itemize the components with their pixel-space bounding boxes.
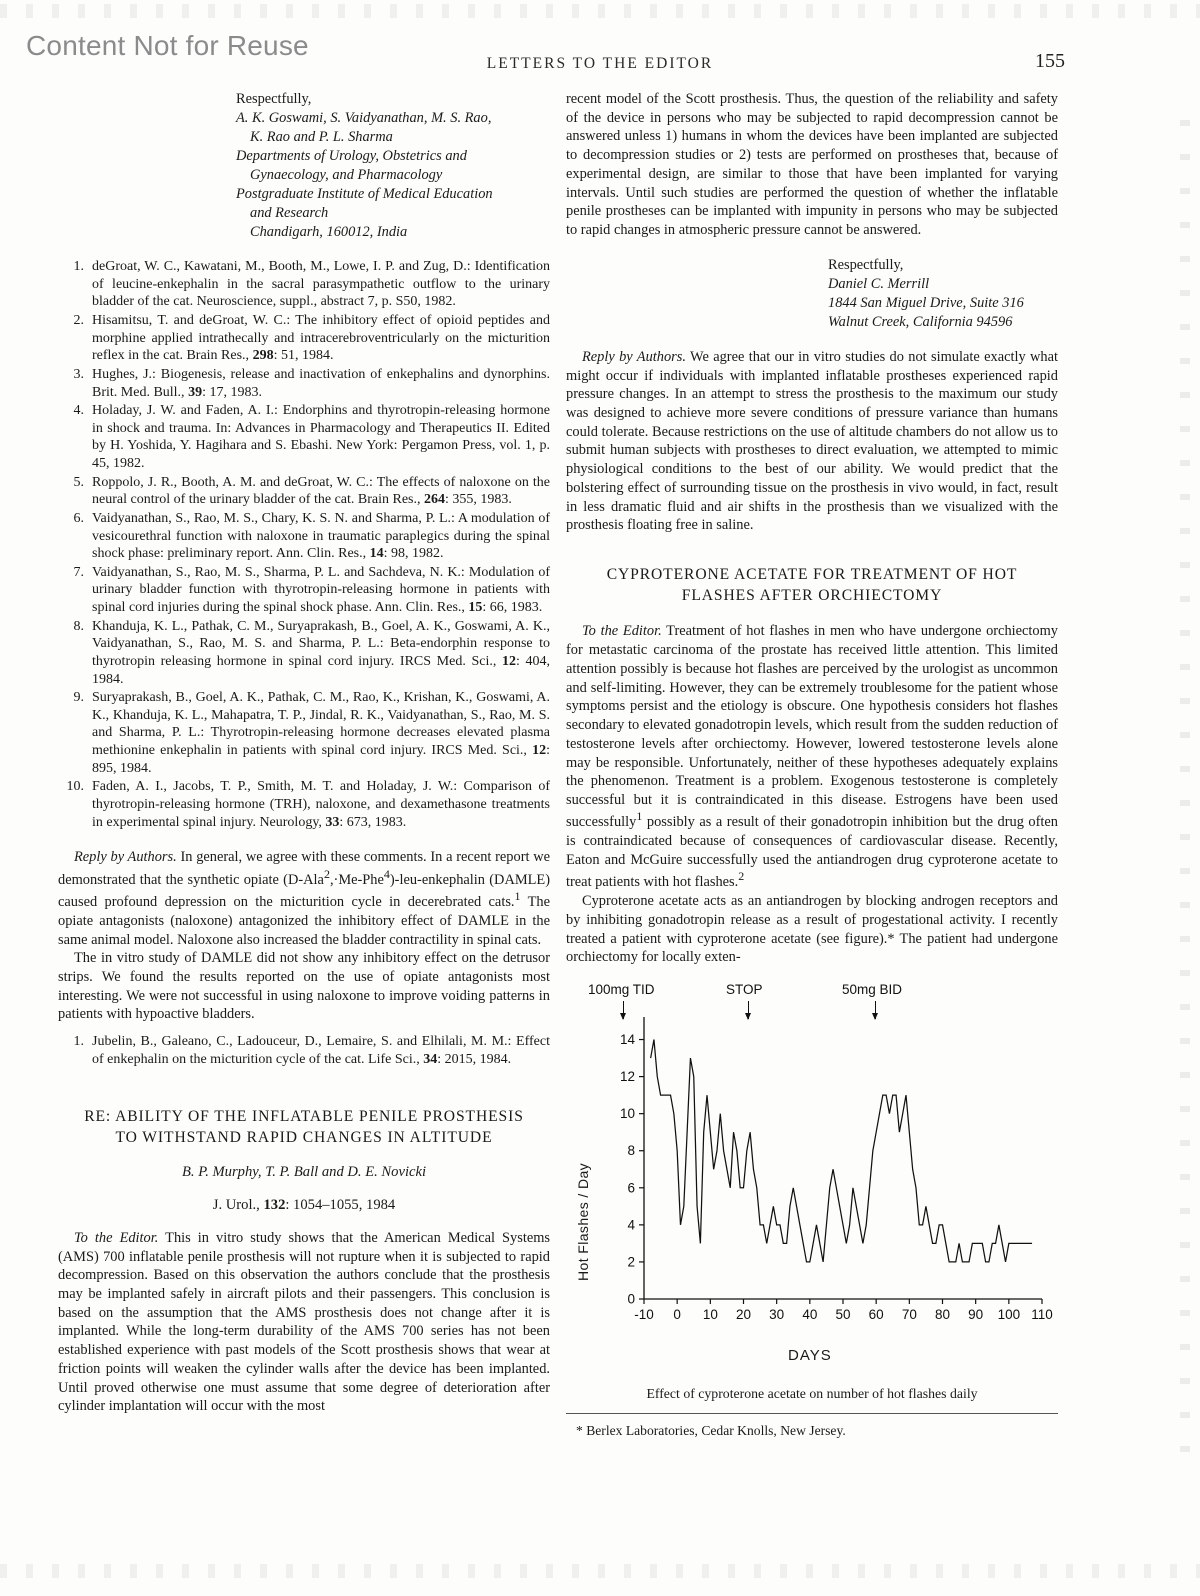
reply-by-authors-2	[566, 348, 1058, 535]
reference-item: Khanduja, K. L., Pathak, C. M., Suryaprakash, B., Goel, A. K., Goswami, A. K., Vaidyanathan, S., Rao, M. S. and Sharma, P. L.: Beta-endorphin response to thyrotropin releasing hormone in spinal cord injury. IRCS Med. Sci., 12: 404, 1984.	[92, 618, 551, 687]
scan-artifact-bottom	[0, 1564, 1200, 1578]
article-title-2-line2: TO WITHSTAND RAPID CHANGES IN ALTITUDE	[115, 1129, 493, 1147]
reference-item: Suryaprakash, B., Goel, A. K., Pathak, C. M., Rao, K., Krishan, K., Goswami, A. K., Khanduja, K. L., Mahapatra, T. P., Jindal, R. K., Vaidyanathan, S., Rao, M. S. and Sharma, P. L.: Thyrotropin-releasing hormone decreases elevated plasma methionine enkephalin in patients with spinal cord injury. IRCS Med. Sci., 12: 895, 1984.	[92, 690, 550, 776]
left-column	[58, 90, 550, 1416]
signature-dept-line1: Departments of Urology, Obstetrics and	[236, 148, 467, 165]
reference-item: Vaidyanathan, S., Rao, M. S., Chary, K. S. N. and Sharma, P. L.: A modulation of vesicourethral function with naloxone in traumatic paraplegics during the spinal shock phase: preliminary report. Ann. Clin. Res., 14: 98, 1982.	[92, 510, 550, 562]
svg-text:0: 0	[627, 1291, 635, 1307]
svg-text:80: 80	[934, 1307, 951, 1322]
svg-text:70: 70	[901, 1307, 917, 1322]
article-3-text-1: Treatment of hot flashes in men who have undergone orchiectomy for metastatic carcinoma of the prostate has received little attention. This limited attention possibly is because hot flashes are perceived by the urologist as uncommon and self-limiting. However, they can be extremely troublesome for the patient whose symptoms persist and the etiology is obscure. One hypothesis considers hot flashes secondary to elevated gonadotropin levels, which result from the sudden reduction of testosterone levels after orchiectomy. However, lowered testosterone levels alone may be responsible. Unfortunately, neither of these hypotheses adequately explains the phenomenon. Treatment is a problem. Exogenous testosterone is completely successful but it is contraindicated in this disease. Estrogens have been used successfully$^1$ possibly as a result of their gonadotropin inhibition but the drug often is contraindicated because of consequences of cardiovascular disease. Recently, Eaton and McGuire successfully used the antiandrogen drug cyproterone acetate to treat patients with hot flashes.$^2$	[566, 623, 1058, 891]
reference-item: deGroat, W. C., Kawatani, M., Booth, M., Lowe, I. P. and Zug, D.: Identification of leucine-enkephalin in the sacral parasympathetic outflow to the urinary bladder of the cat. Neuroscience, suppl., abstract 7, p. S50, 1982.	[92, 259, 550, 310]
article-authors-2: B. P. Murphy, T. P. Ball and D. E. Novicki	[181, 1163, 427, 1180]
article-title-3-line2: FLASHES AFTER ORCHIECTOMY	[681, 586, 943, 604]
article-3-paragraph-2: Cyproterone acetate acts as an antiandrogen by blocking androgen receptors and by inhibiting gonadotropin release as a result of progestational activity. I recently treated a patient with cyproterone acetate (see figure).* The patient had undergone orchiectomy for locally exten-	[566, 893, 1058, 966]
reference-item: Faden, A. I., Jacobs, T. P., Smith, M. T. and Holaday, J. W.: Comparison of thyrotropin-releasing hormone (TRH), naloxone, and dexamethasone treatments in experimental spinal injury. Neurology, 33: 673, 1983.	[92, 779, 550, 830]
signature-address-line2: Walnut Creek, California 94596	[828, 313, 1013, 330]
reference-item: Jubelin, B., Galeano, C., Ladouceur, D., Lemaire, S. and Elhilali, M. M.: Effect of enkephalin on the micturition cycle of the cat. Life Sci., 34: 2015, 1984.	[92, 1034, 550, 1067]
signature-institute-line1: Postgraduate Institute of Medical Education	[236, 186, 493, 203]
signature-name-2: Daniel C. Merrill	[828, 275, 930, 292]
svg-text:60: 60	[868, 1307, 884, 1322]
page-number: 155	[1035, 50, 1065, 72]
annotation-stop: STOP	[726, 982, 763, 997]
svg-text:2: 2	[627, 1254, 635, 1270]
reference-item: Vaidyanathan, S., Rao, M. S., Sharma, P. L. and Sachdeva, N. K.: Modulation of urinary bladder function with thyrotropin-releasing hormone in patients with spinal cord injuries during the spinal shock phase. Ann. Clin. Res., 15: 66, 1983.	[92, 564, 550, 615]
reply-paragraph-1: In general, we agree with these comments. In a recent report we demonstrated that the synthetic opiate (D-Ala$^2$,·Me-Phe$^4$)-leu-enkephalin (DAMLE) caused profound depression on the micturition cycle in decerebrated cats.$^1$ The opiate antagonists (naloxone) antagonized the inhibitory effect of DAMLE in the same animal model. Naloxone also increased the bladder contractility in spinal cats.	[58, 849, 551, 948]
svg-text:12: 12	[619, 1069, 635, 1085]
reply-paragraph-2: The in vitro study of DAMLE did not show any inhibitory effect on the detrusor strips. We found the results reported on the use of opiate antagonists most interesting. We were not successful in using naloxone to improve voiding patterns in patients with hypoactive bladders.	[58, 950, 550, 1023]
article-2-body	[58, 1229, 550, 1416]
reference-list-2	[58, 1033, 550, 1068]
signature-authors-line2: K. Rao and P. L. Sharma	[250, 129, 393, 146]
reply-heading-2: Reply by Authors.	[582, 348, 686, 365]
article-3-paragraph-1	[566, 622, 1058, 892]
watermark: Content Not for Reuse	[26, 30, 309, 61]
x-axis-label: DAYS	[788, 1347, 832, 1364]
signature-city: Chandigarh, 160012, India	[250, 224, 408, 241]
article-2-text: This in vitro study shows that the American Medical Systems (AMS) 700 inflatable penile prosthesis will not rupture when it is subjected to rapid decompression. Based on this observation the authors conclude that the prosthesis may be implanted safely in aircraft pilots and their passengers. This conclusion is based on the assumption that the AMS prosthesis does not change after it is implanted. While the long-term durability of the AMS 700 series has not been established experience with past models of the Scott prosthesis shows that wear at friction points will weaken the cylinder walls after the device has been implanted. Until proved otherwise one must assume that some degree of deterioration after cylinder implantation will occur with the most	[58, 1229, 550, 1415]
svg-text:40: 40	[802, 1307, 818, 1322]
svg-text:-10: -10	[634, 1307, 654, 1322]
reference-item: Holaday, J. W. and Faden, A. I.: Endorphins and thyrotropin-releasing hormone in shock and trauma. In: Advances in Pharmacology and Therapeutics II. Edited by H. Yoshida, Y. Hagihara and S. Ebashi. New York: Pergamon Press, vol. 1, p. 45, 1982.	[92, 403, 550, 471]
article-title-3-line1: CYPROTERONE ACETATE FOR TREATMENT OF HOT	[606, 566, 1018, 583]
article-title-2-line1: RE: ABILITY OF THE INFLATABLE PENILE PROSTHESIS	[84, 1108, 524, 1126]
svg-text:10: 10	[619, 1106, 635, 1122]
svg-text:20: 20	[735, 1307, 752, 1322]
svg-text:6: 6	[627, 1180, 635, 1196]
svg-text:50: 50	[835, 1307, 851, 1322]
svg-text:90: 90	[968, 1307, 984, 1322]
article-title-3	[566, 565, 1058, 606]
svg-text:4: 4	[627, 1217, 635, 1233]
footnote-rule	[566, 1413, 1058, 1414]
reference-item: Hughes, J.: Biogenesis, release and inactivation of enkephalins and dynorphins. Brit. Med. Bull., 39: 17, 1983.	[92, 366, 550, 400]
scan-artifact-top	[0, 4, 1200, 18]
signature-authors-line1: A. K. Goswami, S. Vaidyanathan, M. S. Rao,	[236, 110, 492, 127]
svg-text:110: 110	[1031, 1307, 1053, 1322]
signature-dept-line2: Gynaecology, and Pharmacology	[250, 167, 443, 184]
svg-text:30: 30	[769, 1307, 785, 1322]
continued-paragraph: recent model of the Scott prosthesis. Thus, the question of the reliability and safety of the device in persons who may be subjected to rapid decompression cannot be answered unless 1) humans in whom the devices have been implanted are subjected to decompression studies or 2) tests are performed on prostheses that, because of experimental design, are similar to those that have been implanted for varying intervals. Until such studies are performed the question of whether the inflatable penile prostheses can be implanted with impunity in persons who may be subjected to rapid changes in atmospheric pressure cannot be answered.	[566, 91, 1058, 239]
annotation-100mg-tid: 100mg TID	[588, 982, 655, 997]
reply-paragraph-3: We agree that our in vitro studies do not simulate exactly what might occur if individuals with implanted inflatable prostheses experienced rapid pressure changes. In an attempt to stress the prosthesis to the maximum our study was designed to achieve more severe conditions of pressure variance than humans could tolerate. Because restrictions on the use of altitude chambers do not allow us to submit human subjects with prostheses to direct evaluation, we attempted to mimic physiological conditions to the best of our ability. We would predict that the bolstering effect of surrounding tissue on the prosthesis in vivo would, in fact, result in less dramatic fluid and air shifts in the prosthesis than we visualized with the prosthesis floating free in saline.	[566, 348, 1058, 534]
figure-hot-flashes	[566, 981, 1058, 1381]
reply-heading: Reply by Authors.	[74, 849, 177, 866]
svg-text:100: 100	[997, 1307, 1021, 1322]
y-axis-label: Hot Flashes / Day	[575, 1162, 591, 1281]
running-head: LETTERS TO THE EDITOR	[486, 55, 714, 72]
article-title-2	[58, 1107, 550, 1148]
svg-text:14: 14	[619, 1032, 635, 1048]
svg-text:0: 0	[673, 1307, 681, 1322]
annotation-50mg-bid: 50mg BID	[842, 982, 903, 997]
reference-item: Roppolo, J. R., Booth, A. M. and deGroat, W. C.: The effects of naloxone on the neural control of the urinary bladder of the cat. Brain Res., 264: 355, 1983.	[92, 474, 550, 508]
hot-flashes-line-chart	[566, 981, 1058, 1341]
reference-item: Hisamitsu, T. and deGroat, W. C.: The inhibitory effect of opioid peptides and morphine applied intrathecally and intracerebroventricularly on the micturition reflex in the cat. Brain Res., 298: 51, 1984.	[92, 313, 550, 364]
signature-institute-line2: and Research	[250, 205, 329, 222]
to-the-editor-label-2: To the Editor.	[74, 1229, 159, 1246]
svg-text:8: 8	[627, 1143, 635, 1159]
scan-artifact-right	[1180, 120, 1190, 1476]
signature-block-2	[828, 256, 1058, 332]
to-the-editor-label-3: To the Editor.	[582, 623, 662, 640]
footnote: * Berlex Laboratories, Cedar Knolls, New Jersey.	[576, 1422, 846, 1438]
article-citation-2: J. Urol., 132: 1054–1055, 1984	[212, 1196, 396, 1213]
reference-list-1	[58, 258, 550, 831]
respectfully-label-2: Respectfully,	[828, 256, 904, 273]
respectfully-label: Respectfully,	[236, 91, 312, 107]
right-column	[566, 90, 1058, 1440]
svg-text:10: 10	[702, 1307, 718, 1322]
signature-block-1	[236, 90, 550, 242]
reply-by-authors-1	[58, 848, 550, 949]
figure-caption: Effect of cyproterone acetate on number of hot flashes daily	[646, 1386, 978, 1401]
signature-address-line1: 1844 San Miguel Drive, Suite 316	[828, 294, 1024, 311]
